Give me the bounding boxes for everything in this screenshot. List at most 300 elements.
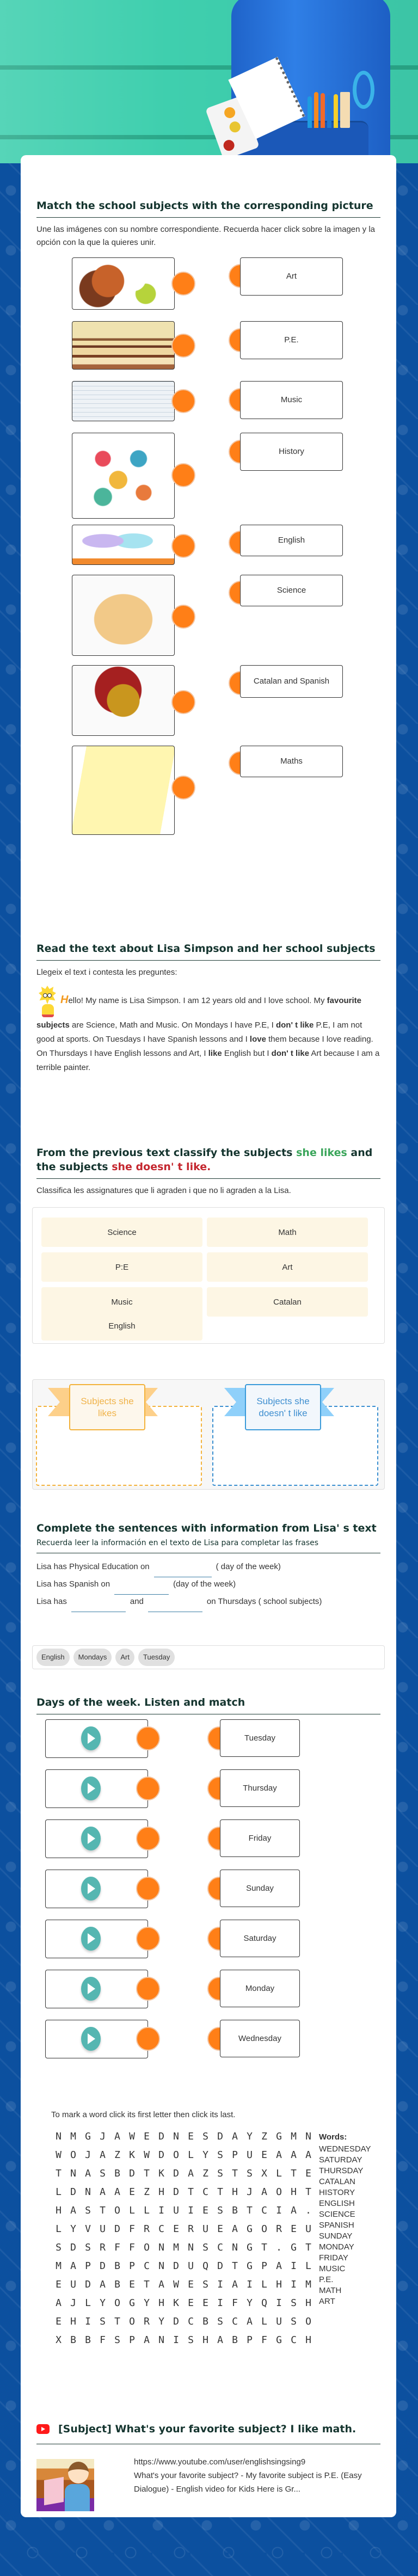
match-dot[interactable] <box>136 1726 160 1750</box>
wordsearch-letter[interactable]: U <box>305 2223 311 2235</box>
option-art[interactable]: Art <box>240 257 343 296</box>
wordsearch-letter[interactable]: F <box>100 2334 106 2346</box>
wordsearch-row <box>51 2257 316 2275</box>
draggable-subject[interactable]: Catalan <box>207 1287 368 1317</box>
wordsearch-letter[interactable]: E <box>261 2149 267 2161</box>
picture-books[interactable] <box>72 321 175 370</box>
section-title: Read the text about Lisa Simpson and her school subjects <box>36 942 380 961</box>
wordsearch-letter[interactable]: F <box>114 2241 120 2253</box>
wordsearch-letter[interactable]: L <box>56 2223 62 2235</box>
wordsearch-letter[interactable]: D <box>158 2149 164 2161</box>
wordsearch-letter[interactable]: R <box>144 2315 150 2327</box>
wordsearch-letter[interactable]: T <box>144 2278 150 2290</box>
wordsearch-letter[interactable]: T <box>144 2167 150 2179</box>
section-title: Match the school subjects with the corresponding picture <box>36 199 380 218</box>
wordsearch-letter[interactable]: E <box>188 2130 194 2142</box>
wordsearch-letter[interactable]: T <box>114 2315 120 2327</box>
wordsearch-letter[interactable]: N <box>305 2130 311 2142</box>
wordsearch-letter[interactable]: B <box>114 2260 120 2272</box>
wordsearch-letter[interactable]: W <box>173 2278 179 2290</box>
wordsearch-letter[interactable]: G <box>247 2223 253 2235</box>
picture-history[interactable] <box>72 665 175 736</box>
match-dot[interactable] <box>171 776 195 800</box>
wordsearch-letter[interactable]: . <box>276 2241 282 2253</box>
likes-highlight: she likes <box>296 1147 347 1159</box>
wordsearch-letter[interactable]: S <box>217 2315 223 2327</box>
wordsearch-letter[interactable]: E <box>129 2278 135 2290</box>
wordsearch-letter[interactable]: O <box>70 2149 76 2161</box>
wordsearch-letter[interactable]: C <box>188 2315 194 2327</box>
section-title: From the previous text classify the subjects she likes and the subjects she doesn' t like. <box>36 1146 380 1179</box>
option-day[interactable]: Thursday <box>220 1769 300 1807</box>
wordsearch-letter[interactable]: I <box>247 2278 253 2290</box>
wordsearch-letter[interactable]: L <box>305 2260 311 2272</box>
match-dot[interactable] <box>136 2027 160 2051</box>
sentence-3: Lisa has and on Thursdays ( school subjects) <box>36 1591 380 1612</box>
wordsearch-letter[interactable]: E <box>56 2278 62 2290</box>
wordsearch-letter[interactable]: O <box>173 2149 179 2161</box>
wordsearch-letter[interactable]: D <box>173 2315 179 2327</box>
wordsearch-letter[interactable]: S <box>114 2334 120 2346</box>
picture-english[interactable] <box>72 746 175 835</box>
wordsearch-letter[interactable]: S <box>188 2334 194 2346</box>
match-dot[interactable] <box>136 1877 160 1901</box>
match-dot[interactable] <box>171 534 195 558</box>
wordsearch-letter[interactable]: Z <box>144 2186 150 2198</box>
wordsearch-letter[interactable]: N <box>232 2241 238 2253</box>
wordsearch-letter[interactable]: I <box>158 2204 164 2216</box>
option-day[interactable]: Saturday <box>220 1920 300 1957</box>
wordsearch-letter[interactable]: S <box>291 2315 297 2327</box>
wordsearch-letter[interactable]: G <box>247 2241 253 2253</box>
wordsearch-letter[interactable]: . <box>305 2204 311 2216</box>
wordsearch-letter[interactable]: C <box>202 2186 208 2198</box>
wordsearch-letter[interactable]: E <box>305 2167 311 2179</box>
wordsearch-letter[interactable]: B <box>114 2167 120 2179</box>
wordsearch-letter[interactable]: T <box>232 2167 238 2179</box>
match-dot[interactable] <box>171 605 195 629</box>
section-title: Complete the sentences with information from Lisa' s text <box>36 1522 377 1534</box>
option-day[interactable]: Wednesday <box>220 2020 300 2057</box>
match-dot[interactable] <box>136 1927 160 1951</box>
wordsearch-letter[interactable]: Q <box>261 2297 267 2309</box>
wordsearch-letter[interactable]: N <box>158 2260 164 2272</box>
wordsearch-letter[interactable]: N <box>188 2241 194 2253</box>
wordsearch-letter[interactable]: A <box>188 2167 194 2179</box>
wordsearch-letter[interactable]: A <box>261 2186 267 2198</box>
wordsearch-letter[interactable]: I <box>173 2334 179 2346</box>
wordsearch-letter[interactable]: D <box>173 2186 179 2198</box>
wordsearch-letter[interactable]: A <box>100 2149 106 2161</box>
wordsearch-letter[interactable]: C <box>217 2241 223 2253</box>
wordsearch-letter[interactable]: M <box>291 2130 297 2142</box>
wordsearch-letter[interactable]: D <box>85 2278 91 2290</box>
match-dot[interactable] <box>171 272 195 296</box>
wordsearch-letter[interactable]: O <box>129 2315 135 2327</box>
wordsearch-letter[interactable]: H <box>291 2186 297 2198</box>
wordsearch-letter[interactable]: H <box>202 2334 208 2346</box>
video-title[interactable]: [Subject] What's your favorite subject? I like math. <box>58 2423 356 2435</box>
wordsearch-letter[interactable]: I <box>276 2204 282 2216</box>
picture-science[interactable] <box>72 525 175 565</box>
wordsearch-letter[interactable]: N <box>158 2334 164 2346</box>
option-day[interactable]: Monday <box>220 1970 300 2007</box>
wordsearch-letter[interactable]: S <box>56 2241 62 2253</box>
classify-bins <box>32 1379 385 1490</box>
wordsearch-letter[interactable]: H <box>158 2186 164 2198</box>
wordsearch-letter[interactable]: L <box>261 2315 267 2327</box>
wordsearch-letter[interactable]: T <box>100 2204 106 2216</box>
wordsearch-letter[interactable]: E <box>202 2204 208 2216</box>
wordsearch-letter[interactable]: D <box>217 2130 223 2142</box>
wordsearch-letter[interactable]: C <box>158 2223 164 2235</box>
wordsearch-letter[interactable]: F <box>261 2334 267 2346</box>
wordsearch-letter[interactable]: L <box>129 2204 135 2216</box>
wordsearch-letter[interactable]: A <box>85 2167 91 2179</box>
wordsearch-letter[interactable]: S <box>217 2167 223 2179</box>
play-icon[interactable] <box>81 1827 101 1850</box>
wordsearch-letter[interactable]: P <box>232 2149 238 2161</box>
wordsearch-letter[interactable]: X <box>56 2334 62 2346</box>
wordsearch-letter[interactable]: T <box>305 2241 311 2253</box>
wordsearch-letter[interactable]: P <box>85 2260 91 2272</box>
draggable-subject[interactable]: Art <box>207 1252 368 1282</box>
play-icon[interactable] <box>81 1776 101 1800</box>
wordsearch-letter[interactable]: Y <box>247 2130 253 2142</box>
picture-art[interactable] <box>72 575 175 656</box>
play-icon[interactable] <box>81 1977 101 2001</box>
word-bank-item[interactable]: Tuesday <box>138 1649 175 1666</box>
wordsearch-letter[interactable]: A <box>291 2204 297 2216</box>
wordsearch-letter[interactable]: N <box>56 2130 62 2142</box>
wordsearch-letter[interactable]: S <box>202 2278 208 2290</box>
wordsearch-letter[interactable]: E <box>188 2297 194 2309</box>
wordsearch-letter[interactable]: Z <box>261 2130 267 2142</box>
option-science[interactable]: Science <box>240 575 343 606</box>
picture-music[interactable] <box>72 433 175 519</box>
wordsearch-letter[interactable]: D <box>158 2130 164 2142</box>
wordsearch-letter[interactable]: P <box>129 2260 135 2272</box>
wordsearch-letter[interactable]: T <box>291 2167 297 2179</box>
match-dot[interactable] <box>136 1827 160 1850</box>
play-icon[interactable] <box>81 1877 101 1901</box>
wordsearch-letter[interactable]: E <box>217 2223 223 2235</box>
draggable-subject[interactable]: Math <box>207 1218 368 1247</box>
wordsearch-letter[interactable]: F <box>129 2223 135 2235</box>
wordsearch-letter[interactable]: G <box>276 2334 282 2346</box>
wordsearch-letter[interactable]: L <box>276 2167 282 2179</box>
draggable-subject[interactable]: P:E <box>41 1252 202 1282</box>
wordsearch-letter[interactable]: U <box>188 2260 194 2272</box>
wordsearch-letter[interactable]: P <box>247 2334 253 2346</box>
wordsearch-letter[interactable]: P <box>261 2260 267 2272</box>
wordsearch-letter[interactable]: L <box>85 2297 91 2309</box>
wordsearch-letter[interactable]: A <box>291 2149 297 2161</box>
wordsearch-letter[interactable]: S <box>85 2241 91 2253</box>
wordsearch-row <box>51 2238 316 2257</box>
wordsearch-letter[interactable]: A <box>217 2334 223 2346</box>
wordsearch-letter[interactable]: E <box>188 2278 194 2290</box>
wordsearch-letter[interactable]: M <box>173 2241 179 2253</box>
wordsearch-letter[interactable]: C <box>291 2334 297 2346</box>
wordsearch-letter[interactable]: A <box>70 2204 76 2216</box>
match-dot[interactable] <box>171 389 195 413</box>
wordsearch-letter[interactable]: A <box>158 2278 164 2290</box>
wordsearch-letter[interactable]: U <box>247 2149 253 2161</box>
wordsearch-letter[interactable]: U <box>100 2223 106 2235</box>
wordsearch-letter[interactable]: G <box>291 2241 297 2253</box>
draggable-subject[interactable]: English <box>41 1311 202 1341</box>
option-history[interactable]: History <box>240 433 343 471</box>
wordsearch-letter[interactable]: S <box>247 2167 253 2179</box>
wordsearch-letter[interactable]: U <box>173 2204 179 2216</box>
wordsearch-letter[interactable]: V <box>85 2223 91 2235</box>
wordsearch-letter[interactable]: E <box>56 2315 62 2327</box>
picture-sports[interactable] <box>72 257 175 310</box>
wordsearch-letter[interactable]: A <box>232 2223 238 2235</box>
wordsearch-letter[interactable]: A <box>276 2149 282 2161</box>
wordsearch-letter[interactable]: R <box>100 2241 106 2253</box>
wordsearch-letter[interactable]: R <box>276 2223 282 2235</box>
wordsearch-letter[interactable]: E <box>173 2223 179 2235</box>
match-dot[interactable] <box>171 690 195 714</box>
option-music[interactable]: Music <box>240 381 343 419</box>
wordsearch-letter[interactable]: O <box>261 2223 267 2235</box>
match-dot[interactable] <box>171 463 195 487</box>
video-description <box>134 2455 379 2496</box>
wordsearch-letter[interactable]: L <box>188 2149 194 2161</box>
wordsearch-letter[interactable]: Y <box>202 2149 208 2161</box>
wordsearch-letter[interactable]: D <box>217 2260 223 2272</box>
wordsearch-letter[interactable]: E <box>129 2186 135 2198</box>
option-maths[interactable]: Maths <box>240 746 343 777</box>
wordsearch-letter[interactable]: O <box>114 2297 120 2309</box>
wordsearch-letter[interactable]: N <box>158 2241 164 2253</box>
wordsearch-letter[interactable]: J <box>100 2130 106 2142</box>
wordsearch-letter[interactable]: L <box>261 2278 267 2290</box>
wordsearch-letter[interactable]: C <box>261 2204 267 2216</box>
wordsearch-letter[interactable]: G <box>85 2130 91 2142</box>
wordsearch-letter[interactable]: E <box>291 2223 297 2235</box>
match-dot[interactable] <box>171 334 195 358</box>
wordsearch-letter[interactable]: A <box>70 2260 76 2272</box>
wordsearch-letter[interactable]: Y <box>158 2315 164 2327</box>
wordsearch-letter[interactable]: T <box>188 2186 194 2198</box>
wordsearch-letter[interactable]: A <box>56 2297 62 2309</box>
wordsearch-letter[interactable]: R <box>144 2223 150 2235</box>
wordsearch-letter[interactable]: O <box>114 2204 120 2216</box>
match-dot[interactable] <box>136 1776 160 1800</box>
wordsearch-letter[interactable]: F <box>232 2297 238 2309</box>
wordsearch-word: HISTORY <box>319 2188 355 2197</box>
wordsearch-grid[interactable] <box>51 2127 316 2349</box>
wordsearch-letter[interactable]: D <box>129 2167 135 2179</box>
wordsearch-row <box>51 2331 316 2349</box>
wordsearch-letter[interactable]: E <box>144 2130 150 2142</box>
wordsearch-letter[interactable]: L <box>144 2204 150 2216</box>
wordsearch-row <box>51 2201 316 2220</box>
wordsearch-letter[interactable]: W <box>129 2130 135 2142</box>
wordsearch-letter[interactable]: O <box>305 2315 311 2327</box>
wordsearch-letter[interactable]: B <box>232 2334 238 2346</box>
wordsearch-letter[interactable]: Y <box>144 2297 150 2309</box>
wordsearch-letter[interactable]: W <box>56 2149 62 2161</box>
wordsearch-letter[interactable]: J <box>247 2186 253 2198</box>
wordsearch-letter[interactable]: D <box>70 2241 76 2253</box>
option-day[interactable]: Sunday <box>220 1870 300 1907</box>
wordsearch-letter[interactable]: S <box>100 2167 106 2179</box>
wordsearch-letter[interactable]: C <box>144 2260 150 2272</box>
wordsearch-letter[interactable]: S <box>217 2149 223 2161</box>
wordsearch-letter[interactable]: N <box>70 2167 76 2179</box>
video-thumbnail[interactable] <box>36 2459 94 2511</box>
wordsearch-letter[interactable]: U <box>70 2278 76 2290</box>
wordsearch-letter[interactable]: B <box>70 2334 76 2346</box>
wordsearch-letter[interactable]: H <box>232 2186 238 2198</box>
wordsearch-letter[interactable]: H <box>276 2278 282 2290</box>
wordsearch-letter[interactable]: S <box>100 2315 106 2327</box>
option-pe[interactable]: P.E. <box>240 321 343 359</box>
wordsearch-letter[interactable]: T <box>232 2260 238 2272</box>
wordsearch-letter[interactable]: Y <box>70 2223 76 2235</box>
wordsearch-letter[interactable]: I <box>291 2260 297 2272</box>
wordsearch-letter[interactable]: D <box>114 2223 120 2235</box>
wordsearch-letter[interactable]: A <box>232 2278 238 2290</box>
wordsearch-letter[interactable]: I <box>188 2204 194 2216</box>
wordsearch-letter[interactable]: T <box>217 2186 223 2198</box>
wordsearch-letter[interactable]: A <box>305 2149 311 2161</box>
wordsearch-letter[interactable]: M <box>56 2260 62 2272</box>
wordsearch-letter[interactable]: S <box>202 2241 208 2253</box>
wordsearch-letter[interactable]: J <box>70 2297 76 2309</box>
wordsearch-letter[interactable]: B <box>232 2204 238 2216</box>
wordsearch-letter[interactable]: A <box>100 2278 106 2290</box>
wordsearch-letter[interactable]: Q <box>202 2260 208 2272</box>
wordsearch-letter[interactable]: B <box>114 2278 120 2290</box>
wordsearch-letter[interactable]: I <box>276 2297 282 2309</box>
bin-label-dislikes: Subjects she doesn' t like <box>245 1384 321 1430</box>
wordsearch-letter[interactable]: L <box>56 2186 62 2198</box>
play-icon[interactable] <box>81 1927 101 1951</box>
wordsearch-letter[interactable]: A <box>114 2186 120 2198</box>
play-icon[interactable] <box>81 2027 101 2051</box>
blank-subject-1[interactable] <box>71 1600 126 1612</box>
wordsearch-letter[interactable]: S <box>202 2130 208 2142</box>
draggable-subject[interactable]: Music <box>41 1287 202 1317</box>
wordsearch-letter[interactable]: M <box>305 2278 311 2290</box>
wordsearch-letter[interactable]: K <box>173 2297 179 2309</box>
wordsearch-letter[interactable]: Z <box>114 2149 120 2161</box>
wordsearch-letter[interactable]: H <box>305 2334 311 2346</box>
wordsearch-letter[interactable]: A <box>100 2186 106 2198</box>
wordsearch-letter[interactable]: T <box>261 2241 267 2253</box>
wordsearch-letter[interactable]: R <box>188 2223 194 2235</box>
wordsearch-letter[interactable]: H <box>158 2297 164 2309</box>
wordsearch-letter[interactable]: D <box>70 2186 76 2198</box>
wordsearch-letter[interactable]: M <box>70 2130 76 2142</box>
play-icon[interactable] <box>81 1726 101 1750</box>
blank-subject-2[interactable] <box>148 1600 202 1612</box>
wordsearch-letter[interactable]: O <box>276 2186 282 2198</box>
wordsearch-letter[interactable]: G <box>276 2130 282 2142</box>
wordsearch-letter[interactable]: X <box>261 2167 267 2179</box>
option-catalan-spanish[interactable]: Catalan and Spanish <box>240 665 343 698</box>
wordsearch-letter[interactable]: G <box>247 2260 253 2272</box>
wordsearch-letter[interactable]: H <box>70 2315 76 2327</box>
section-subtitle: Recuerda leer la información en el texto de Lisa para completar las frases <box>36 1538 380 1553</box>
option-day[interactable]: Friday <box>220 1819 300 1857</box>
wordsearch-letter[interactable]: T <box>247 2204 253 2216</box>
wordsearch-letter[interactable]: C <box>232 2315 238 2327</box>
wordsearch-letter[interactable]: A <box>232 2130 238 2142</box>
wordsearch-letter[interactable]: G <box>129 2297 135 2309</box>
wordsearch-letter[interactable]: H <box>305 2297 311 2309</box>
wordsearch-letter[interactable]: K <box>129 2149 135 2161</box>
word-bank-item[interactable]: English <box>36 1649 70 1666</box>
wordsearch-letter[interactable]: J <box>85 2149 91 2161</box>
draggable-subject[interactable]: Science <box>41 1218 202 1247</box>
wordsearch-letter[interactable]: S <box>291 2297 297 2309</box>
video-url[interactable]: https://www.youtube.com/user/englishsingsing9 <box>134 2457 306 2467</box>
wordsearch-letter[interactable]: D <box>100 2260 106 2272</box>
wordsearch-letter[interactable]: I <box>291 2278 297 2290</box>
picture-maths[interactable] <box>72 381 175 421</box>
wordsearch-letter[interactable]: Z <box>202 2167 208 2179</box>
youtube-icon <box>36 2424 50 2434</box>
wordsearch-letter[interactable]: D <box>173 2260 179 2272</box>
option-english[interactable]: English <box>240 525 343 556</box>
sentence-2: Lisa has Spanish on (day of the week) <box>36 1574 380 1595</box>
wordsearch-letter[interactable]: I <box>217 2278 223 2290</box>
word-bank-item[interactable]: Art <box>115 1649 134 1666</box>
video-summary: What's your favorite subject? - My favorite subject is P.E. (Easy Dialogue) - English video for Kids Here is Gr... <box>134 2471 362 2494</box>
dislikes-highlight: she doesn' t like. <box>112 1161 211 1173</box>
wordsearch-letter[interactable]: E <box>202 2297 208 2309</box>
wordsearch-letter[interactable]: S <box>217 2204 223 2216</box>
wordsearch-letter[interactable]: U <box>276 2315 282 2327</box>
wordsearch-row <box>51 2127 316 2145</box>
wordsearch-letter[interactable]: K <box>158 2167 164 2179</box>
wordsearch-letter[interactable]: I <box>217 2297 223 2309</box>
wordsearch-letter[interactable]: A <box>276 2260 282 2272</box>
wordsearch-letter[interactable]: N <box>85 2186 91 2198</box>
match-dot[interactable] <box>136 1977 160 2001</box>
wordsearch-letter[interactable]: Y <box>100 2297 106 2309</box>
wordsearch-letter[interactable]: T <box>56 2167 62 2179</box>
section-title <box>36 2422 380 2444</box>
wordsearch-letter[interactable]: U <box>202 2223 208 2235</box>
wordsearch-letter[interactable]: A <box>247 2315 253 2327</box>
wordsearch-letter[interactable]: A <box>114 2130 120 2142</box>
wordsearch-letter[interactable]: D <box>173 2167 179 2179</box>
wordsearch-letter[interactable]: S <box>85 2204 91 2216</box>
wordsearch-letter[interactable]: W <box>144 2149 150 2161</box>
word-bank-item[interactable]: Mondays <box>73 1649 112 1666</box>
wordsearch-letter[interactable]: A <box>144 2334 150 2346</box>
wordsearch-letter[interactable]: I <box>85 2315 91 2327</box>
wordsearch-letter[interactable]: B <box>202 2315 208 2327</box>
wordsearch-letter[interactable]: T <box>305 2186 311 2198</box>
wordsearch-letter[interactable]: H <box>56 2204 62 2216</box>
wordsearch-letter[interactable]: Y <box>247 2297 253 2309</box>
wordsearch-letter[interactable]: N <box>173 2130 179 2142</box>
wordsearch-letter[interactable]: B <box>85 2334 91 2346</box>
option-day[interactable]: Tuesday <box>220 1719 300 1757</box>
wordsearch-word: SCIENCE <box>319 2210 355 2219</box>
wordsearch-letter[interactable]: O <box>144 2241 150 2253</box>
wordsearch-letter[interactable]: P <box>129 2334 135 2346</box>
wordsearch-letter[interactable]: F <box>129 2241 135 2253</box>
